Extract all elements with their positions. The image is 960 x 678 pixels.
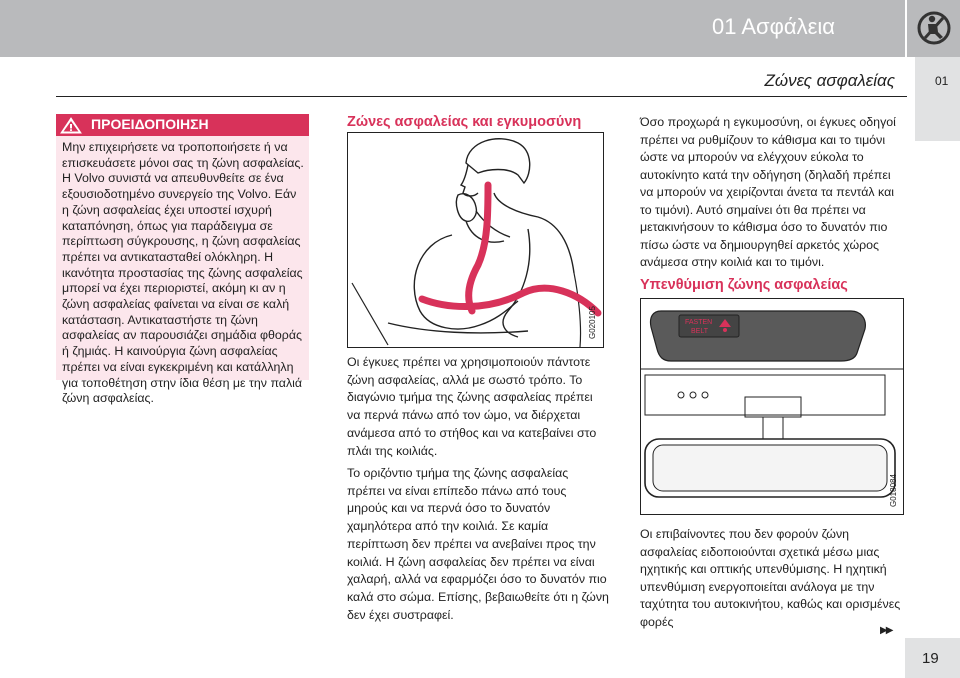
rearview-mirror-illustration xyxy=(640,298,904,515)
indicator-belt-text: BELT xyxy=(691,328,708,335)
pregnancy-paragraph-1 xyxy=(347,354,609,460)
pregnancy-paragraph-2 xyxy=(347,465,609,624)
header-icon-box xyxy=(907,0,960,57)
reminder-heading: Υπενθύμιση ζώνης ασφαλείας xyxy=(640,277,848,293)
rearview-mirror-image xyxy=(641,299,903,514)
seatbelt-icon xyxy=(917,10,951,46)
indicator-fasten-text: FASTEN xyxy=(685,319,713,326)
reminder-paragraph xyxy=(640,526,905,631)
header-bar xyxy=(0,0,905,57)
reminder-paragraph-text: Οι επιβαίνοντες που δεν φορούν ζώνη ασφαλείας ειδοποιούνται σχετικά μέσω μιας ηχητικής και οπτικής υπενθύμισης. Η ηχητική υπενθύμιση ενεργοποιείται ανάλογα με την ταχύτητα του αυτοκινήτου, καθώς και ορισμένες φορές xyxy=(640,527,901,629)
pregnant-woman-seatbelt-image xyxy=(348,133,603,347)
pregnancy-paragraph-1-text: Οι έγκυες πρέπει να χρησιμοποιούν πάντοτε ζώνη ασφαλείας, αλλά με σωστό τρόπο. Το διαγώνιο τμήμα της ζώνης ασφαλείας πρέπει να περνά πάνω από τον ώμο, να διέρχεται ανάμεσα από το στήθος και να κατεβαίνει στο πλάι της κοιλιάς. xyxy=(347,355,597,458)
warning-box xyxy=(56,114,309,406)
page-number: 19 xyxy=(922,650,939,667)
pregnant-woman-illustration xyxy=(347,132,604,348)
section-title: Ζώνες ασφαλείας xyxy=(764,71,895,90)
chapter-tab xyxy=(915,57,960,141)
warning-title: ΠΡΟΕΙΔΟΠΟΙΗΣΗ xyxy=(91,116,209,132)
warning-text: Μην επιχειρήσετε να τροποποιήσετε ή να επισκευάσετε μόνοι σας τη ζώνη ασφαλείας. Η Volvo συνιστά να απευθυνθείτε σε ένα εξουσιοδοτημένο συνεργείο της Volvo. Εάν η ζώνη ασφαλείας έχει υποστεί ισχυρή καταπόνηση, όπως για παράδειγμα σε περίπτωση σύγκρουσης, η ζώνη ασφαλείας πρέπει να αντικατασταθεί ολόκληρη. Η ικανότητα προστασίας της ζώνης ασφαλείας μπορεί να έχει περιοριστεί, ακόμη κι αν η ζώνη ασφαλείας φαίνεται να είναι σε καλή κατάσταση. Αντικαταστήστε τη ζώνη ασφαλείας αν παρουσιάζει σημάδια φθοράς ή ζημιάς. Η καινούργια ζώνη ασφαλείας πρέπει να είναι εγκεκριμένη και κατάλληλη για τοποθέτηση στην ίδια θέση με την παλιά ζώνη ασφαλείας. xyxy=(62,140,304,406)
seat-adjust-paragraph-text: Όσο προχωρά η εγκυμοσύνη, οι έγκυες οδηγοί πρέπει να ρυθμίζουν το κάθισμα και το τιμόνι ώστε να μπορούν να ελέγχουν εύκολα το αυτοκίνητο κατά την οδήγηση (δηλαδή πρέπει να μπορούν να χειρίζονται άνετα τα πεντάλ και το τιμόνι). Αυτό σημαίνει ότι θα πρέπει να μετακινήσουν το κάθισμα όσο το δυνατόν πιο πίσω ώστε να δημιουργηθεί αρκετός χώρος ανάμεσα στην κοιλιά και το τιμόνι. xyxy=(640,115,896,269)
continue-marker: ▶▶ xyxy=(880,625,892,636)
warning-triangle-icon xyxy=(60,117,82,134)
chapter-tab-label: 01 xyxy=(935,74,949,88)
section-rule xyxy=(56,96,907,97)
pregnancy-heading: Ζώνες ασφαλείας και εγκυμοσύνη xyxy=(347,114,582,130)
pregnancy-paragraph-2-text: Το οριζόντιο τμήμα της ζώνης ασφαλείας πρέπει να είναι επίπεδο πάνω από τους μηρούς και να περνά όσο το δυνατόν χαμηλότερα από την κοιλιά. Σε καμία περίπτωση δεν πρέπει να ανεβαίνει προς την κοιλιά. Η ζώνη ασφαλείας δεν πρέπει να είναι χαλαρή, αλλά να εφαρμόζει όσο το δυνατόν πιο καλά στο σώμα. Επίσης, βεβαιωθείτε ότι η ζώνη δεν έχει συστραφεί. xyxy=(347,466,609,622)
figure-code: G020105 xyxy=(588,306,597,339)
warning-header xyxy=(56,114,309,136)
chapter-title: 01 Ασφάλεια xyxy=(711,14,835,39)
seat-adjust-paragraph xyxy=(640,114,905,272)
figure-code-2: G018084 xyxy=(889,474,898,507)
